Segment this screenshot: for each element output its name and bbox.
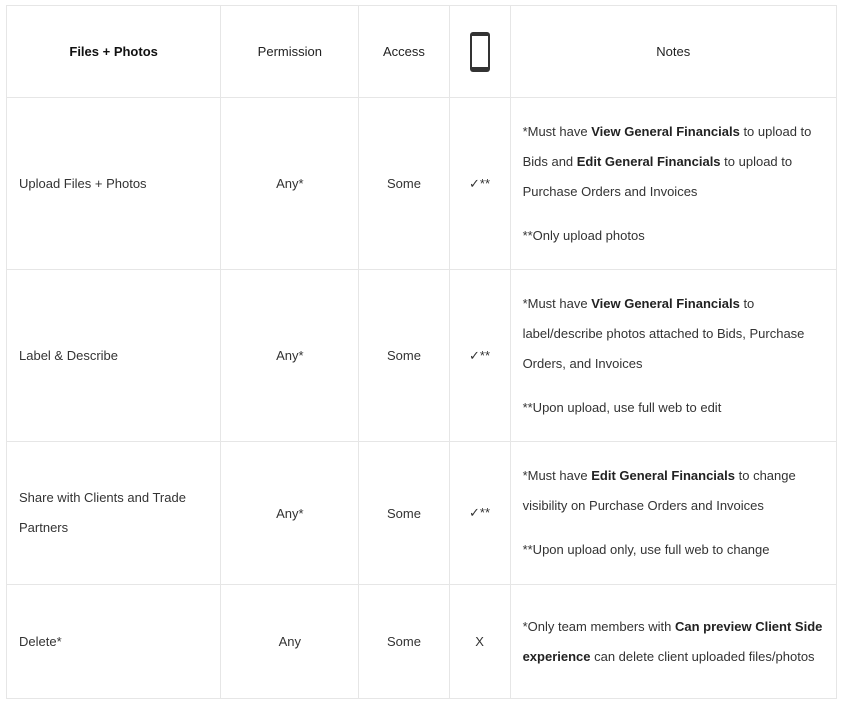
note-text: to upload to Purchase Orders and Invoices	[522, 153, 793, 199]
table-header-row	[7, 6, 837, 98]
note-emphasis: View General Financials	[591, 295, 740, 311]
note-text: **Upon upload, use full web to edit	[522, 399, 722, 415]
row-notes	[510, 98, 836, 270]
note-text: **Upon upload only, use full web to change	[522, 542, 770, 557]
row-access: Some	[359, 442, 449, 585]
row-mobile-mark: ✓**	[449, 270, 510, 442]
table-row	[7, 98, 837, 270]
row-feature: Label & Describe	[7, 270, 221, 442]
row-mobile-mark: ✓**	[449, 442, 510, 585]
note-text: to upload to Bids and	[522, 123, 812, 169]
note-text: **Only upload photos	[522, 227, 645, 243]
table-row	[7, 585, 837, 699]
header-mobile	[449, 6, 510, 98]
row-notes	[510, 442, 836, 585]
row-mobile-mark: X	[449, 585, 510, 699]
row-notes	[510, 585, 836, 699]
row-access: Some	[359, 585, 449, 699]
row-notes	[510, 270, 836, 442]
note-text: *Must have	[522, 295, 592, 311]
row-feature: Delete*	[7, 585, 221, 699]
header-notes: Notes	[510, 6, 836, 98]
row-access: Some	[359, 98, 449, 270]
note-emphasis: Edit General Financials	[576, 153, 721, 169]
note-emphasis: Edit General Financials	[591, 468, 735, 483]
note-text: *Only team members with	[522, 618, 675, 634]
row-access: Some	[359, 270, 449, 442]
note-paragraph	[523, 117, 826, 207]
row-permission: Any*	[221, 98, 359, 270]
note-emphasis: View General Financials	[591, 123, 740, 139]
note-text: to label/describe photos attached to Bids, Purchase Orders, and Invoices	[522, 295, 805, 371]
note-text: to change visibility on Purchase Orders and Invoices	[522, 468, 796, 513]
row-feature: Upload Files + Photos	[7, 98, 221, 270]
note-emphasis: Can preview Client Side experience	[522, 618, 823, 664]
note-text: *Must have	[522, 468, 592, 483]
row-permission: Any*	[221, 442, 359, 585]
note-paragraph	[523, 393, 826, 423]
note-paragraph	[523, 221, 826, 251]
note-paragraph	[523, 612, 826, 672]
mobile-phone-icon	[470, 32, 490, 72]
header-access: Access	[359, 6, 449, 98]
note-paragraph	[523, 289, 826, 379]
row-mobile-mark: ✓**	[449, 98, 510, 270]
permissions-table	[6, 5, 837, 699]
note-paragraph	[523, 461, 826, 521]
note-paragraph	[523, 535, 826, 565]
table-row	[7, 442, 837, 585]
note-text: *Must have	[522, 123, 592, 139]
note-text: can delete client uploaded files/photos	[590, 648, 815, 664]
table-row	[7, 270, 837, 442]
header-permission: Permission	[221, 6, 359, 98]
row-permission: Any*	[221, 270, 359, 442]
header-feature: Files + Photos	[7, 6, 221, 98]
row-permission: Any	[221, 585, 359, 699]
row-feature: Share with Clients and Trade Partners	[7, 442, 221, 585]
